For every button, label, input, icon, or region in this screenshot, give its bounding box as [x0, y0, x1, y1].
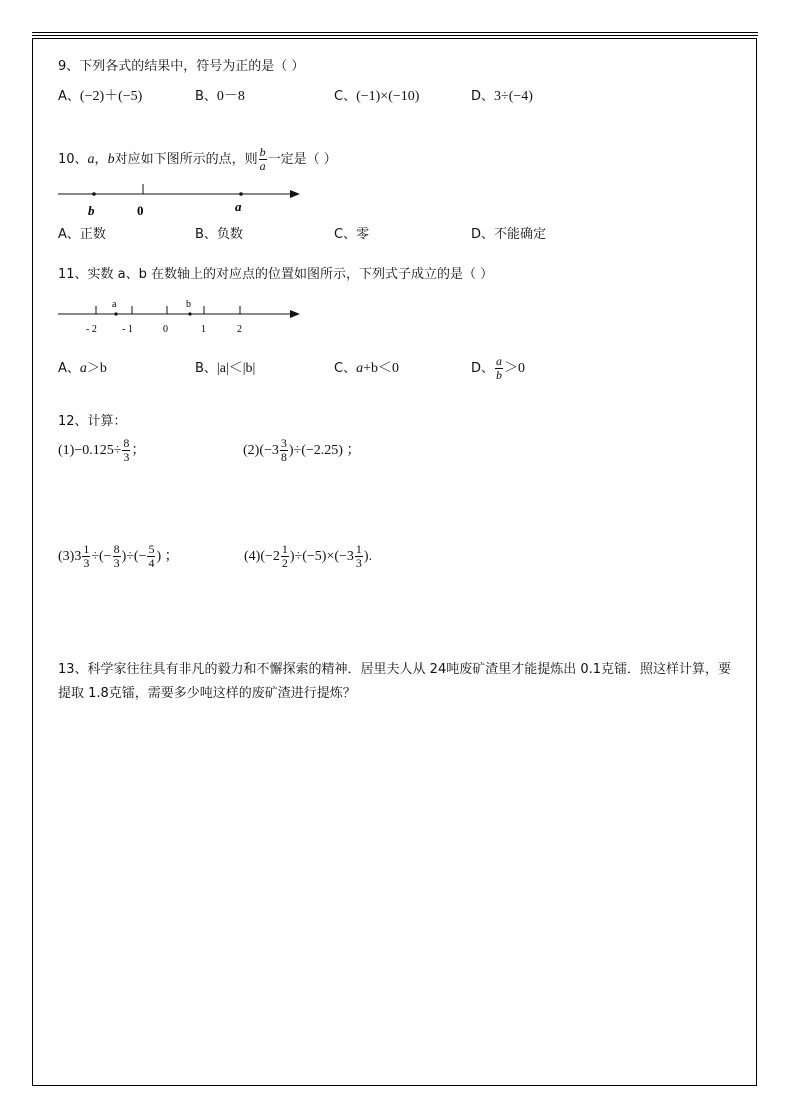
q11-tick-label: 2 [237, 324, 242, 335]
q11-number-line [56, 293, 306, 337]
q11-option-a: A、a＞b [58, 361, 107, 376]
q9-option-a: A、(−2)＋(−5) [58, 89, 143, 104]
q10-label-a: a [235, 199, 242, 214]
q10-option-d: D、不能确定 [471, 227, 547, 242]
q12-title: 12、计算： [58, 414, 127, 429]
q10-option-a: A、正数 [58, 227, 106, 242]
q11-option-d: D、 $\frac{a}{b}$ ＞0 [471, 354, 526, 382]
q9-stem: 9、下列各式的结果中，符号为正的是（ ） [58, 59, 305, 74]
q10-stem: 10、a，b对应如下图所示的点，则 $\frac{b}{a}$ 一定是（ ） [58, 145, 337, 173]
q10-label-0: 0 [137, 203, 144, 218]
q12-part-4: (4)(−2 $\frac{1}{2}$ )÷(−5)×(−3 $\frac{1}{3}$ ). [244, 542, 373, 571]
q11-point-b: b [186, 299, 191, 310]
q10-label-b: b [88, 203, 95, 218]
q13-text: 13、科学家往往具有非凡的毅力和不懈探索的精神．居里夫人从 24吨废矿渣里才能提炼出 0.1克镭．照这样计算，要提取 1.8克镭，需要多少吨这样的废矿渣进行提炼？ [58, 662, 732, 701]
q11-tick-label: - 1 [122, 324, 133, 335]
top-rule-inner [32, 35, 758, 36]
q10-option-c: C、零 [334, 227, 370, 242]
q11-option-b: B、|a|＜|b| [195, 361, 256, 376]
q9-option-b: B、0－8 [195, 89, 245, 104]
q12-part-3: (3)3 $\frac{1}{3}$ ÷(− $\frac{8}{3}$ )÷(− $\frac{5}{4}$ ) ； [58, 542, 179, 571]
q10-option-b: B、负数 [195, 227, 243, 242]
top-rule [32, 32, 758, 33]
q11-tick-label: 1 [201, 324, 206, 335]
q10-fraction: $\frac{b}{a}$ [259, 145, 266, 173]
q11-tick-label: - 2 [86, 324, 97, 335]
q11-stem: 11、实数 a、b 在数轴上的对应点的位置如图所示，下列式子成立的是（ ） [58, 267, 494, 282]
q9-option-d: D、3÷(−4) [471, 89, 533, 104]
q10-number-line [56, 178, 306, 220]
q9-option-c: C、(−1)×(−10) [334, 89, 420, 104]
q11-option-c: C、a+b＜0 [334, 361, 399, 376]
q12-part-2: (2)(−3 $\frac{3}{8}$ )÷(−2.25) ； [243, 436, 361, 465]
q11-point-a: a [112, 299, 117, 310]
q11-tick-label: 0 [163, 324, 168, 335]
q12-part-1: (1)−0.125÷ $\frac{8}{3}$ ； [58, 436, 146, 465]
